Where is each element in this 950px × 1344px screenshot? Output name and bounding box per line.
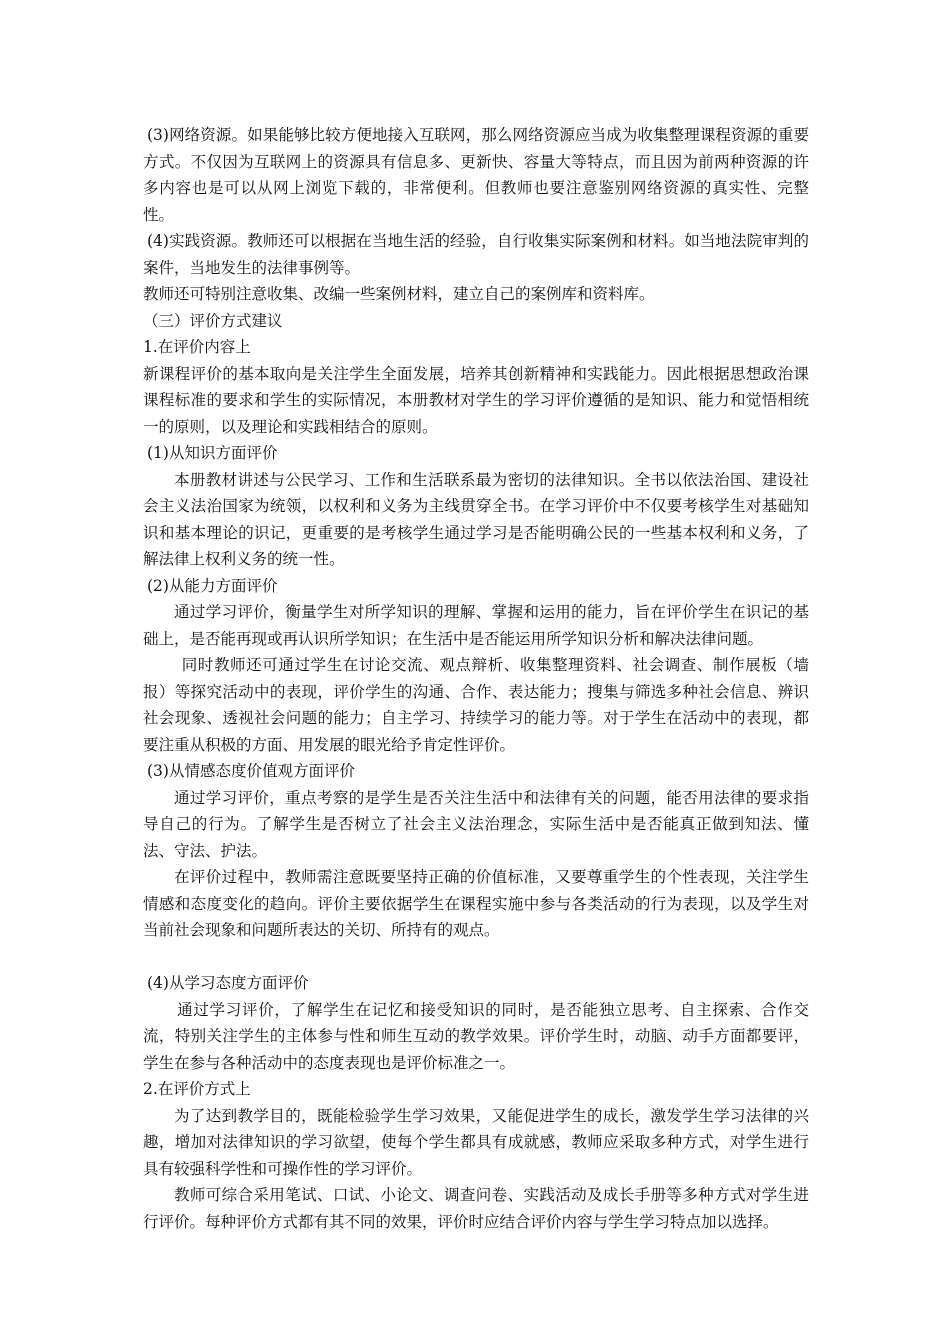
blank-line bbox=[143, 944, 809, 971]
paragraph-evaluation-orientation: 新课程评价的基本取向是关注学生全面发展，培养其创新精神和实践能力。因此根据思想政治课课程标准的要求和学生的实际情况，本册教材对学生的学习评价遵循的是知识、能力和觉悟相统一的原则，以及理论和实践相结合的原则。 bbox=[143, 364, 809, 436]
paragraph-values-1: 通过学习评价，重点考察的是学生是否关注生活中和法律有关的问题，能否用法律的要求指导自己的行为。了解学生是否树立了社会主义法治理念，实际生活中是否能真正做到知法、懂法、守法、护法。 bbox=[143, 788, 809, 860]
paragraph-ability-1: 通过学习评价，衡量学生对所学知识的理解、掌握和运用的能力，旨在评价学生在识记的基础上，是否能再现或再认识所学知识；在生活中是否能运用所学知识分析和解决法律问题。 bbox=[143, 603, 809, 648]
subheading-values: (3)从情感态度价值观方面评价 bbox=[147, 762, 355, 780]
subheading-evaluation-methods: 2.在评价方式上 bbox=[143, 1080, 251, 1098]
paragraph-methods-1: 为了达到教学目的，既能检验学生学习效果，又能促进学生的成长，激发学生学习法律的兴趣，增加对法律知识的学习欲望，使每个学生都具有成就感，教师应采取多种方式，对学生进行具有较强科学性和可操作性的学习评价。 bbox=[143, 1106, 809, 1178]
paragraph-network-resources: (3)网络资源。如果能够比较方便地接入互联网，那么网络资源应当成为收集整理课程资源的重要方式。不仅因为互联网上的资源具有信息多、更新快、容量大等特点，而且因为前两种资源的许多内容也是可以从网上浏览下载的，非常便利。但教师也要注意鉴别网络资源的真实性、完整性。 bbox=[143, 126, 809, 224]
paragraph-practice-resources: (4)实践资源。教师还可以根据在当地生活的经验，自行收集实际案例和材料。如当地法院审判的案件，当地发生的法律事例等。 bbox=[143, 232, 809, 277]
subheading-knowledge: (1)从知识方面评价 bbox=[147, 444, 278, 462]
paragraph-methods-2: 教师可综合采用笔试、口试、小论文、调查问卷、实践活动及成长手册等多种方式对学生进行评价。每种评价方式都有其不同的效果，评价时应结合评价内容与学生学习特点加以选择。 bbox=[143, 1186, 809, 1231]
paragraph-knowledge: 本册教材讲述与公民学习、工作和生活联系最为密切的法律知识。全书以依法治国、建设社会主义法治国家为统领，以权利和义务为主线贯穿全书。在学习评价中不仅要考核学生对基础知识和基本理论的识记，更重要的是考核学生通过学习是否能明确公民的一些基本权利和义务，了解法律上权利义务的统一性。 bbox=[143, 470, 809, 568]
subheading-attitude: (4)从学习态度方面评价 bbox=[147, 974, 309, 992]
subheading-evaluation-content: 1.在评价内容上 bbox=[143, 338, 251, 356]
document-page bbox=[143, 118, 809, 1235]
section-heading-evaluation: （三）评价方式建议 bbox=[143, 311, 283, 330]
paragraph-case-library: 教师还可特别注意收集、改编一些案例材料，建立自己的案例库和资料库。 bbox=[143, 285, 655, 303]
paragraph-attitude: 通过学习评价，了解学生在记忆和接受知识的同时，是否能独立思考、自主探索、合作交流，特别关注学生的主体参与性和师生互动的教学效果。评价学生时，动脑、动手方面都要评，学生在参与各种活动中的态度表现也是评价标准之一。 bbox=[143, 1000, 809, 1072]
paragraph-values-2: 在评价过程中，教师需注意既要坚持正确的价值标准，又要尊重学生的个性表现，关注学生情感和态度变化的趋向。评价主要依据学生在课程实施中参与各类活动的行为表现，以及学生对当前社会现象和问题所表达的关切、所持有的观点。 bbox=[143, 868, 809, 939]
paragraph-ability-2: 同时教师还可通过学生在讨论交流、观点辩析、收集整理资料、社会调查、制作展板（墙报）等探究活动中的表现，评价学生的沟通、合作、表达能力；搜集与筛选多种社会信息、辨识社会现象、透视社会问题的能力；自主学习、持续学习的能力等。对于学生在活动中的表现，都要注重从积极的方面、用发展的眼光给予肯定性评价。 bbox=[143, 656, 809, 754]
subheading-ability: (2)从能力方面评价 bbox=[147, 576, 278, 595]
